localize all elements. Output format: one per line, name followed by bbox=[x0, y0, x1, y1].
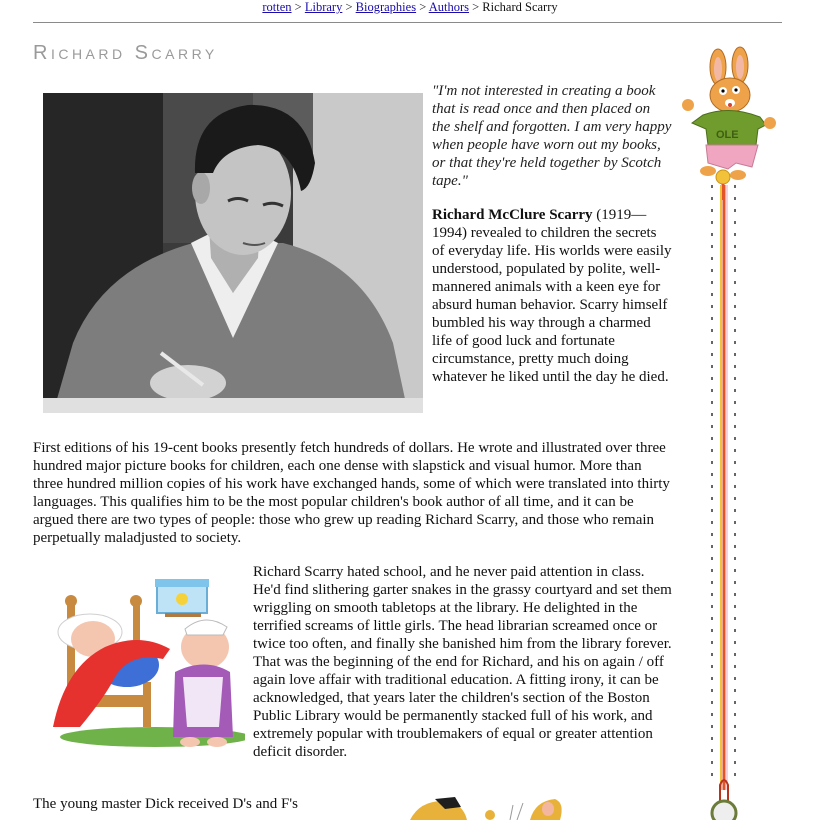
breadcrumb-separator: > bbox=[472, 0, 480, 14]
bottom-cartoon-illustration bbox=[405, 795, 585, 820]
header-divider bbox=[33, 22, 782, 23]
breadcrumb-link-biographies[interactable]: Biographies bbox=[355, 0, 417, 14]
breadcrumb-link-library[interactable]: Library bbox=[304, 0, 343, 14]
paragraph-legacy: First editions of his 19-cent books presently fetch hundreds of dollars. He wrote and illustrated over three hundred major picture books for children, each one dense with slapstick and visual humor. More than three hundred million copies of his work have exchanged hands, some of which were translated into thirty languages. This qualifies him to be the most popular children's book author of all time, and it can be argued there are two types of people: those who grew up reading Richard Scarry, and those who remain perpetually maladjusted to society. bbox=[33, 440, 670, 546]
paragraph-school: Richard Scarry hated school, and he never paid attention in class. He'd find slithering garter snakes in the grassy courtyard and set them wriggling on smooth tabletops at the library. He delighted in the terrified screams of little girls. The head librarian screamed once or twice too often, and finally she banished him from the library forever. That was the beginning of the end for Richard, and his on again / off again love affair with traditional education. A fitting irony, it can be acknowledged, that years later the children's section of the Boston Public Library would be permanently stacked full of his work, and extremely popular with troublemakers of equal or greater attention deficit disorder. bbox=[253, 564, 672, 760]
bunny-cartoon-illustration bbox=[678, 45, 778, 200]
author-full-name: Richard McClure Scarry bbox=[432, 207, 593, 223]
breadcrumb-current: Richard Scarry bbox=[482, 0, 558, 14]
paragraph-grades: The young master Dick received D's and F's bbox=[33, 796, 298, 812]
page-title: Richard Scarry bbox=[33, 42, 218, 64]
author-quote: "I'm not interested in creating a book that is read once and then placed on the shelf and forgotten. I am very happy when people have worn out my books, or that they're held together by Scotch tape." bbox=[432, 83, 672, 189]
breadcrumb-separator: > bbox=[345, 0, 353, 14]
breadcrumb-separator: > bbox=[294, 0, 302, 14]
breadcrumb-link-authors[interactable]: Authors bbox=[428, 0, 469, 14]
portrait-photo bbox=[43, 93, 423, 413]
svg-text:OLE: OLE bbox=[716, 129, 739, 141]
breadcrumb-link-rotten[interactable]: rotten bbox=[262, 0, 292, 14]
breadcrumb bbox=[0, 0, 820, 14]
bed-cartoon-illustration bbox=[45, 577, 245, 752]
breadcrumb-separator: > bbox=[419, 0, 427, 14]
pogo-pole-illustration bbox=[703, 185, 743, 820]
bio-intro-text: (1919—1994) revealed to children the secrets of everyday life. His worlds were easily understood, populated by polite, well-mannered animals with a keen eye for absurd human behavior. Scarry himself bumbled his way through a charmed life of good luck and fortunate circumstance, pretty much doing whatever he liked until the day he died. bbox=[432, 207, 672, 385]
bio-intro bbox=[432, 206, 672, 386]
